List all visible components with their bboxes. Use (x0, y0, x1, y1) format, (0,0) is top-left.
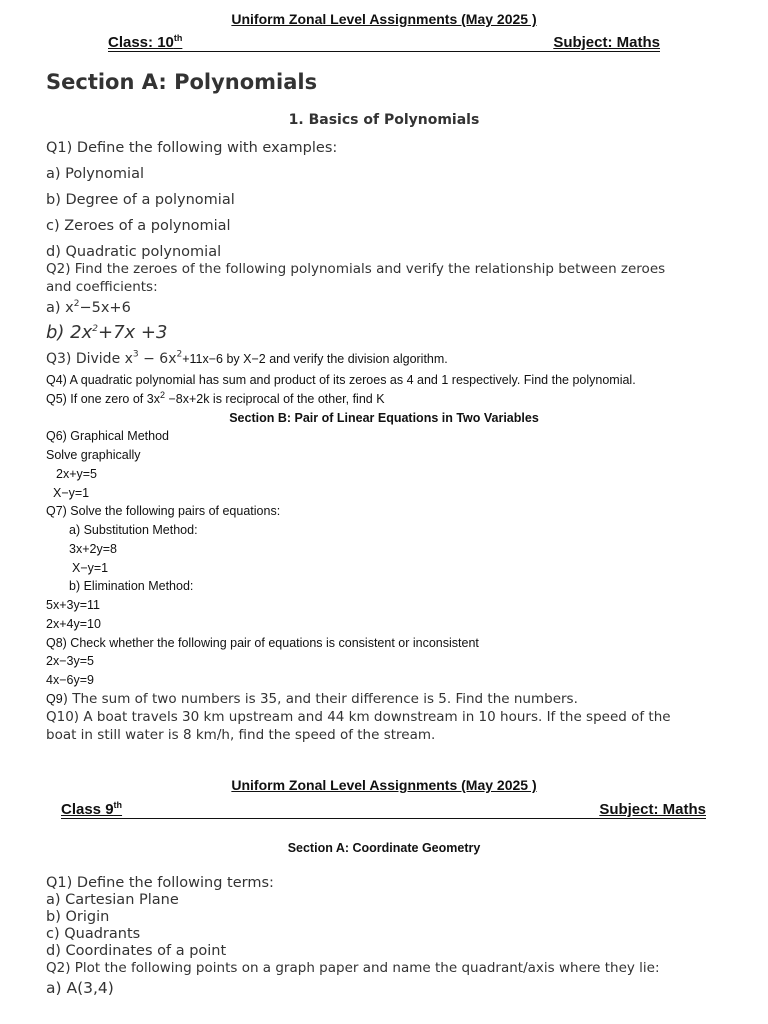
q2-text-line1: Q2) Find the zeroes of the following polynomials and verify the relationship between zeroes (46, 261, 666, 277)
q7-text: Q7) Solve the following pairs of equations: (46, 504, 281, 518)
page1-class-label: Class: 10th (108, 33, 183, 51)
q2-text-line2: and coefficients: (46, 279, 158, 295)
section-a-polynomials-heading: Section A: Polynomials (46, 70, 318, 94)
page2-header-title: Uniform Zonal Level Assignments (May 2025 ) (231, 777, 537, 793)
page1-subject-label: Subject: Maths (553, 34, 660, 51)
coordinate-geometry-heading: Section A: Coordinate Geometry (287, 841, 481, 855)
q1-item-b: b) Degree of a polynomial (46, 192, 235, 208)
q7a-equation-1: 3x+2y=8 (69, 542, 117, 556)
q6-equation-2: X−y=1 (53, 486, 90, 500)
page2-subject-label: Subject: Maths (599, 801, 706, 818)
page1-class-subject-line (108, 34, 660, 52)
q8-equation-1: 2x−3y=5 (46, 654, 94, 668)
q10-text-line1: Q10) A boat travels 30 km upstream and 44 km downstream in 10 hours. If the speed of the (46, 709, 671, 725)
page1-header-title: Uniform Zonal Level Assignments (May 2025 ) (231, 11, 537, 27)
page2-class-label: Class 9th (61, 800, 123, 818)
q8-equation-2: 4x−6y=9 (46, 673, 94, 687)
page2-q1-item-b: b) Origin (46, 909, 110, 925)
q6-text: Q6) Graphical Method (46, 429, 169, 443)
q8-text: Q8) Check whether the following pair of equations is consistent or inconsistent (46, 636, 479, 650)
page2-q2-text: Q2) Plot the following points on a graph paper and name the quadrant/axis where they lie: (46, 960, 660, 976)
page2-q1-item-c: c) Quadrants (46, 926, 141, 942)
q3-text: Q3) Divide $x^3 - 6x^2+11x-6$ by X−2 and verify the division algorithm. (46, 349, 448, 367)
q5-text: Q5) If one zero of $3x^2 -8x+2k$ is reciprocal of the other, find K (46, 389, 385, 406)
q7a-equation-2: X−y=1 (72, 561, 109, 575)
section-b-heading: Section B: Pair of Linear Equations in Two Variables (229, 411, 539, 425)
q10-text-line2: boat in still water is 8 km/h, find the speed of the stream. (46, 727, 436, 743)
q1-item-d: d) Quadratic polynomial (46, 244, 222, 260)
q1-text: Q1) Define the following with examples: (46, 140, 338, 156)
page2-q1-item-d: d) Coordinates of a point (46, 943, 227, 959)
q4-text: Q4) A quadratic polynomial has sum and product of its zeroes as 4 and 1 respectively. Find the polynomial. (46, 373, 636, 387)
q2-part-b: b) $2x^2+7x +3$ (46, 322, 168, 343)
page2-q1-item-a: a) Cartesian Plane (46, 892, 179, 908)
page2-class-subject-line (61, 801, 706, 819)
q7-part-b: b) Elimination Method: (69, 579, 194, 593)
q7b-equation-1: 5x+3y=11 (46, 598, 100, 612)
basics-of-polynomials-subheading: 1. Basics of Polynomials (288, 112, 480, 128)
q7b-equation-2: 2x+4y=10 (46, 617, 101, 631)
page2-q1-text: Q1) Define the following terms: (46, 875, 274, 891)
page2-q2-part-a: a) A(3,4) (46, 979, 114, 997)
q2-part-a: a) $x^2-5x+6$ (46, 299, 131, 316)
q1-item-a: a) Polynomial (46, 166, 144, 182)
q7-part-a: a) Substitution Method: (69, 523, 198, 537)
q6-subtext: Solve graphically (46, 448, 141, 462)
q9-text: Q9) The sum of two numbers is 35, and their difference is 5. Find the numbers. (46, 691, 578, 707)
q6-equation-1: 2x+y=5 (56, 467, 98, 481)
q1-item-c: c) Zeroes of a polynomial (46, 218, 231, 234)
